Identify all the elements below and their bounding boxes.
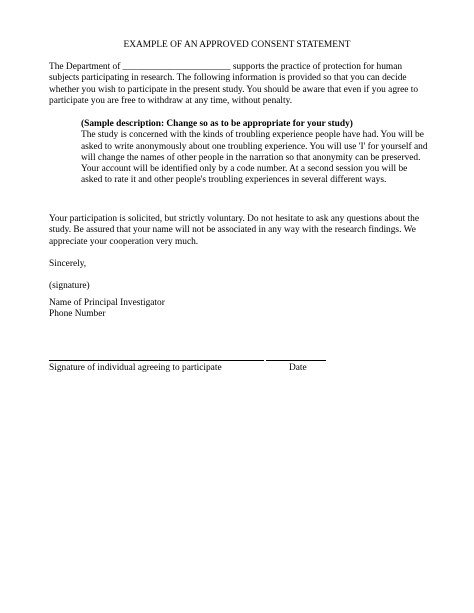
intro-line: subjects participating in research. The following information is provided so that you can decide <box>49 73 407 84</box>
participation-paragraph <box>49 214 419 248</box>
participation-line: appreciate your cooperation very much. <box>49 236 199 247</box>
investigator-name: Name of Principal Investigator <box>49 298 165 308</box>
intro-line: participate you are free to withdraw at any time, without penalty. <box>49 95 293 106</box>
signature-placeholder: (signature) <box>49 281 90 291</box>
signature-line <box>49 360 264 361</box>
intro-paragraph <box>49 62 418 107</box>
sample-line: Your account will be identified only by a code number. At a second session you will be <box>81 164 408 175</box>
sample-line: will change the names of other people in the narration so that anonymity can be preserved. <box>81 152 421 163</box>
participation-line: Your participation is solicited, but strictly voluntary. Do not hesitate to ask any questions about the <box>49 214 419 224</box>
participation-line: study. Be assured that your name will not be associated in any way with the research findings. We <box>49 225 416 236</box>
sample-line: The study is concerned with the kinds of troubling experience people have had. You will be <box>81 130 424 141</box>
signature-label: Signature of individual agreeing to participate <box>49 363 222 373</box>
sample-line: asked to rate it and other people's troubling experiences in several different ways. <box>81 175 387 186</box>
sample-description <box>81 119 428 187</box>
sample-line: asked to write anonymously about one troubling experience. You will use 'I' for yourself and <box>81 141 428 152</box>
intro-line: The Department of _______________________ supports the practice of protection for human <box>49 62 403 72</box>
phone-number: Phone Number <box>49 309 106 320</box>
intro-line: whether you wish to participate in the present study. You should be aware that even if you agree to <box>49 84 419 95</box>
investigator-info <box>49 298 165 321</box>
date-label: Date <box>289 363 307 373</box>
date-line <box>266 360 326 361</box>
sample-description-heading: (Sample description: Change so as to be appropriate for your study) <box>81 119 353 129</box>
closing-salutation: Sincerely, <box>49 259 87 269</box>
document-title: EXAMPLE OF AN APPROVED CONSENT STATEMENT <box>123 40 351 50</box>
